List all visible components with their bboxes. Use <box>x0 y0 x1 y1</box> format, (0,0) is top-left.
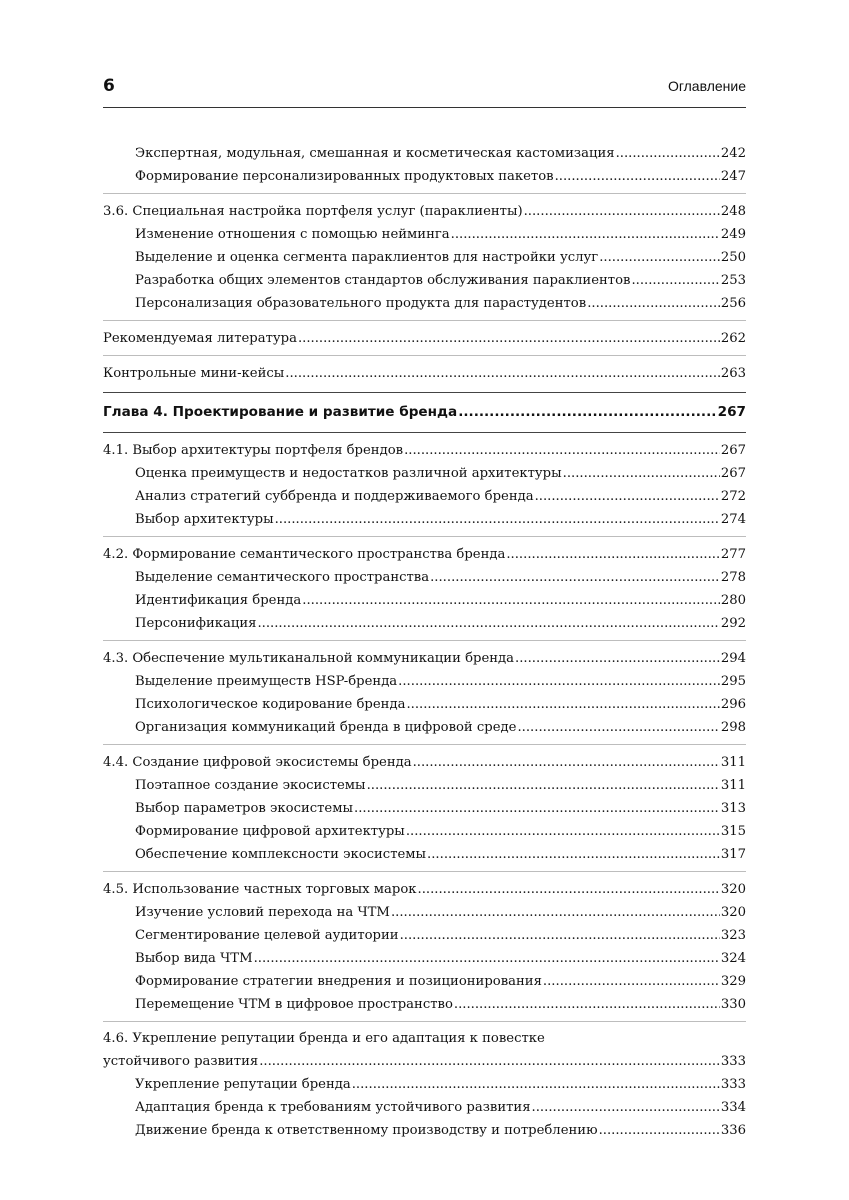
section-divider <box>103 1021 746 1022</box>
toc-entry[interactable]: Разработка общих элементов стандартов обслуживания параклиентов ..... 253 <box>103 269 746 292</box>
toc-entry[interactable]: Изменение отношения с помощью нейминга ..... 249 <box>103 223 746 246</box>
toc-section-entry[interactable]: 4.3. Обеспечение мультиканальной коммуникации бренда ..... 294 <box>103 647 746 670</box>
toc-section-entry[interactable]: 4.4. Создание цифровой экосистемы бренда ..... 311 <box>103 751 746 774</box>
toc-chapter-entry[interactable]: Глава 4. Проектирование и развитие бренда ..... 267 <box>103 399 746 425</box>
toc-entry[interactable]: Адаптация бренда к требованиям устойчивого развития ..... 334 <box>103 1096 746 1119</box>
toc-entry[interactable]: Формирование персонализированных продуктовых пакетов ..... 247 <box>103 165 746 188</box>
toc-section-entry[interactable]: Контрольные мини-кейсы ..... 263 <box>103 362 746 385</box>
chapter-divider <box>103 392 746 393</box>
running-title: Оглавление <box>667 78 746 94</box>
section-divider <box>103 320 746 321</box>
section-divider <box>103 355 746 356</box>
toc-entry[interactable]: Анализ стратегий суббренда и поддерживаемого бренда ..... 272 <box>103 485 746 508</box>
toc-entry[interactable]: Психологическое кодирование бренда ..... 296 <box>103 693 746 716</box>
toc-entry[interactable]: Персонализация образовательного продукта для парастудентов ..... 256 <box>103 292 746 315</box>
toc-entry[interactable]: Перемещение ЧТМ в цифровое пространство ..... 330 <box>103 993 746 1016</box>
section-divider <box>103 640 746 641</box>
toc-entry[interactable]: Экспертная, модульная, смешанная и косметическая кастомизация ..... 242 <box>103 142 746 165</box>
toc-entry[interactable]: Сегментирование целевой аудитории ..... 323 <box>103 924 746 947</box>
toc-entry[interactable]: Поэтапное создание экосистемы ..... 311 <box>103 774 746 797</box>
toc-entry[interactable]: Идентификация бренда ..... 280 <box>103 589 746 612</box>
page-header <box>103 76 746 100</box>
toc-entry[interactable]: Обеспечение комплексности экосистемы ..... 317 <box>103 843 746 866</box>
toc-entry[interactable]: Организация коммуникаций бренда в цифровой среде ..... 298 <box>103 716 746 739</box>
header-divider <box>103 107 746 108</box>
toc-section-entry[interactable]: 4.1. Выбор архитектуры портфеля брендов ..... 267 <box>103 439 746 462</box>
toc-entry[interactable]: Формирование цифровой архитектуры ..... 315 <box>103 820 746 843</box>
toc-entry[interactable]: Оценка преимуществ и недостатков различной архитектуры ..... 267 <box>103 462 746 485</box>
table-of-contents <box>103 142 746 1142</box>
toc-entry[interactable]: Движение бренда к ответственному производству и потреблению ..... 336 <box>103 1119 746 1142</box>
toc-entry[interactable]: Выбор параметров экосистемы ..... 313 <box>103 797 746 820</box>
section-divider <box>103 536 746 537</box>
section-divider <box>103 744 746 745</box>
toc-section-entry[interactable]: Рекомендуемая литература ..... 262 <box>103 327 746 350</box>
toc-section-entry[interactable]: устойчивого развития ..... 333 <box>103 1050 746 1073</box>
section-divider <box>103 871 746 872</box>
toc-entry[interactable]: Персонификация ..... 292 <box>103 612 746 635</box>
toc-entry[interactable]: Выбор вида ЧТМ ..... 324 <box>103 947 746 970</box>
toc-section-entry[interactable]: 4.5. Использование частных торговых марок ..... 320 <box>103 878 746 901</box>
toc-entry[interactable]: Изучение условий перехода на ЧТМ ..... 320 <box>103 901 746 924</box>
page-number: 6 <box>103 76 115 96</box>
toc-entry[interactable]: Формирование стратегии внедрения и позиционирования ..... 329 <box>103 970 746 993</box>
toc-entry[interactable]: Выбор архитектуры ..... 274 <box>103 508 746 531</box>
toc-section-entry-line1[interactable]: 4.6. Укрепление репутации бренда и его адаптация к повестке <box>103 1031 545 1046</box>
toc-entry[interactable]: Выделение и оценка сегмента параклиентов для настройки услуг ..... 250 <box>103 246 746 269</box>
toc-entry[interactable]: Укрепление репутации бренда ..... 333 <box>103 1073 746 1096</box>
toc-entry[interactable]: Выделение преимуществ HSP-бренда ..... 295 <box>103 670 746 693</box>
section-divider <box>103 193 746 194</box>
chapter-divider <box>103 432 746 433</box>
toc-section-entry[interactable]: 4.2. Формирование семантического пространства бренда ..... 277 <box>103 543 746 566</box>
toc-entry[interactable]: Выделение семантического пространства ..... 278 <box>103 566 746 589</box>
toc-section-entry[interactable]: 3.6. Специальная настройка портфеля услуг (параклиенты) ..... 248 <box>103 200 746 223</box>
